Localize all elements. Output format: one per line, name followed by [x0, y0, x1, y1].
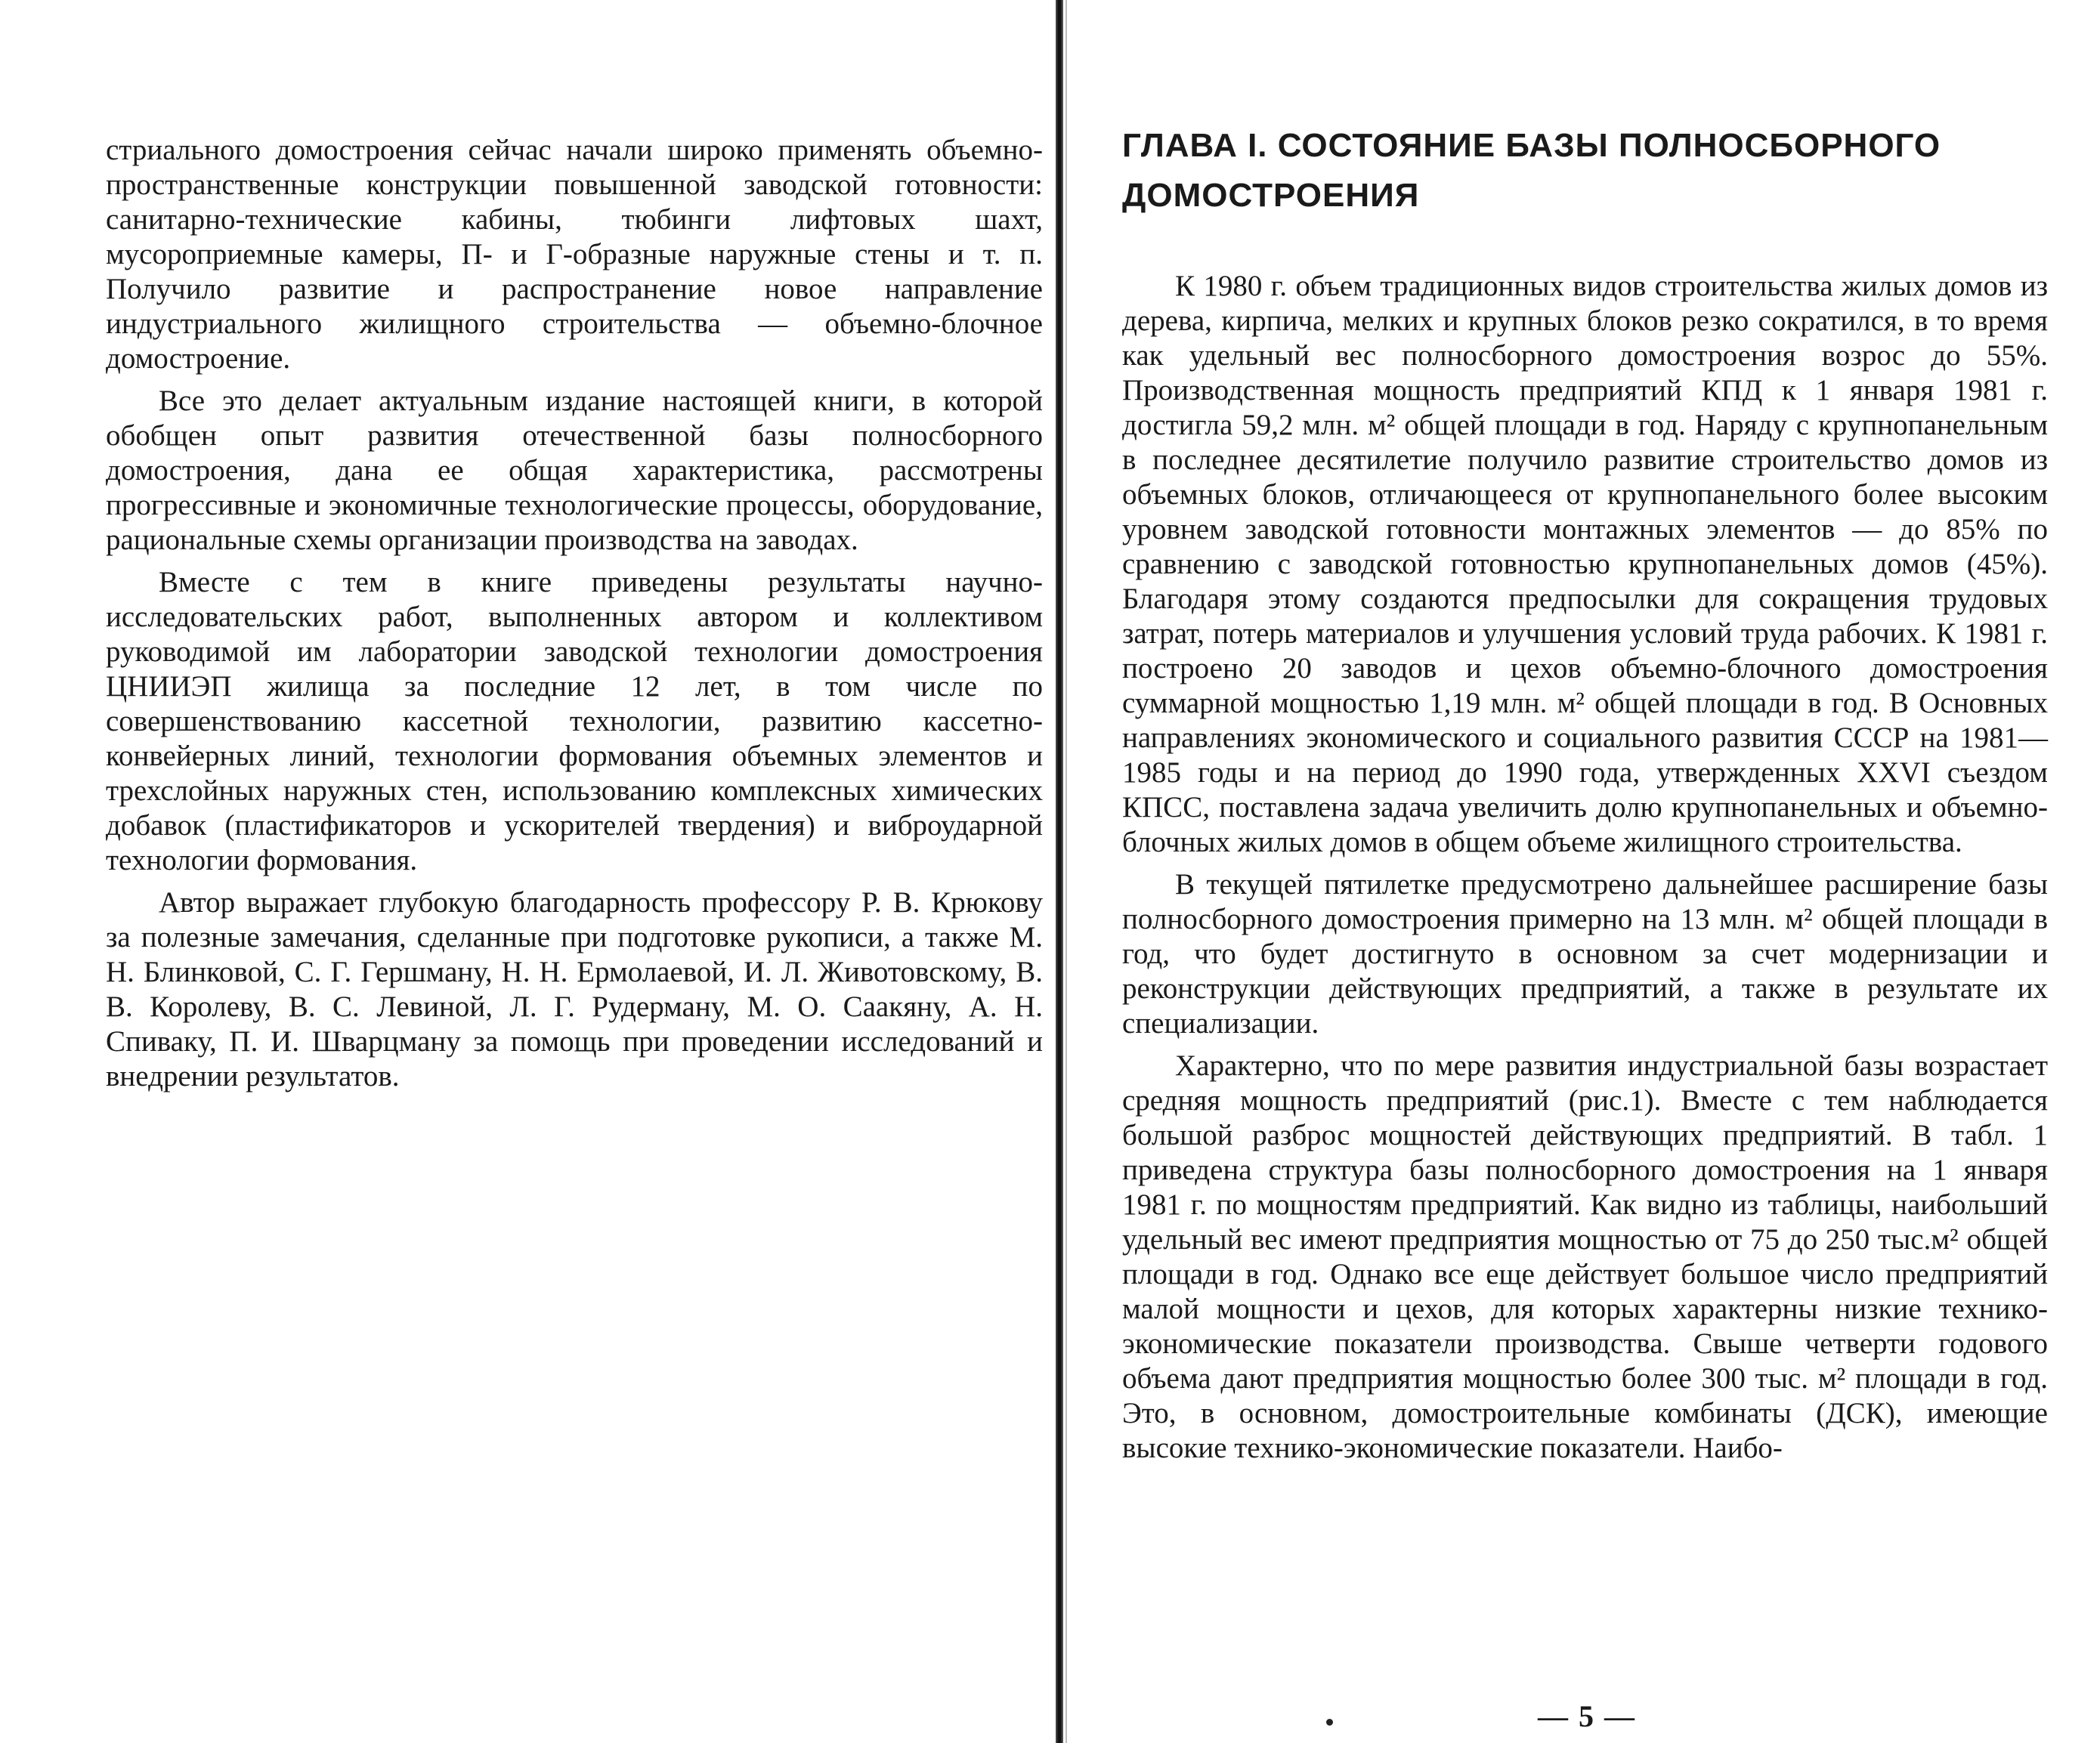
left-paragraph-2: Все это делает актуальным издание настоящей книги, в которой обобщен опыт развития отечественной базы полносборного домостроения, дана ее общая характеристика, рассмотрены прогрессивные и экономичные технологические процессы, оборудование, рациональные схемы организации производства на заводах.	[106, 385, 1043, 556]
page-number: — 5 —	[1538, 1699, 1636, 1733]
right-paragraph-2: В текущей пятилетке предусмотрено дальнейшее расширение базы полносборного домостроения примерно на 13 млн. м² общей площади в год, что будет достигнуто в основном за счет модернизации и реконструкции действующих предприятий, а также в результате их специализации.	[1122, 868, 2048, 1040]
left-paragraph-3: Вместе с тем в книге приведены результаты научно-исследовательских работ, выполненных автором и коллективом руководимой им лаборатории заводской технологии домостроения ЦНИИЭП жилища за последние 12 лет, в том числе по совершенствованию кассетной технологии, развитию кассетно-конвейерных линий, технологии формования объемных элементов и трехслойных наружных стен, использованию комплексных химических добавок (пластификаторов и ускорителей твердения) и виброударной технологии формования.	[106, 566, 1043, 876]
left-page-text	[106, 133, 1043, 1102]
chapter-title: ГЛАВА I. СОСТОЯНИЕ БАЗЫ ПОЛНОСБОРНОГО ДОМОСТРОЕНИЯ	[1122, 127, 1941, 214]
book-spine	[1056, 0, 1063, 1743]
left-paragraph-1: стриального домостроения сейчас начали широко применять объемно-пространственные конструкции повышенной заводской готовности: санитарно-технические кабины, тюбинги лифтовых шахт, мусороприемные камеры, П- и Г-образные наружные стены и т. п. Получило развитие и распространение новое направление индустриального жилищного строительства — объемно-блочное домостроение.	[106, 134, 1043, 375]
right-paragraph-3: Характерно, что по мере развития индустриальной базы возрастает средняя мощность предприятий (рис.1). Вместе с тем наблюдается большой разброс мощностей действующих предприятий. В табл. 1 приведена структура базы полносборного домостроения на 1 января 1981 г. по мощностям предприятий. Как видно из таблицы, наибольший удельный вес имеют предприятия мощностью от 75 до 250 тыс.м² общей площади в год. Однако все еще действует большое число предприятий малой мощности и цехов, для которых характерны низкие технико-экономические показатели производства. Свыше четверти годового объема дают предприятия мощностью более 300 тыс. м² площади в год. Это, в основном, домостроительные комбинаты (ДСК), имеющие высокие технико-экономические показатели. Наибо-	[1122, 1049, 2048, 1464]
left-page	[106, 0, 1043, 1743]
right-paragraph-1: К 1980 г. объем традиционных видов строительства жилых домов из дерева, кирпича, мелких и крупных блоков резко сократился, в то время как удельный вес полносборного домостроения возрос до 55%. Производственная мощность предприятий КПД к 1 января 1981 г. достигла 59,2 млн. м² общей площади в год. Наряду с крупнопанельным в последнее десятилетие получило развитие строительство домов из объемных блоков, отличающееся от крупнопанельного более высоким уровнем заводской готовности монтажных элементов — до 85% по сравнению с заводской готовностью крупнопанельных домов (45%). Благодаря этому создаются предпосылки для сокращения трудовых затрат, потерь материалов и улучшения условий труда рабочих. К 1981 г. построено 20 заводов и цехов объемно-блочного домостроения суммарной мощностью 1,19 млн. м² общей площади в год. В Основных направлениях экономического и социального развития СССР на 1981—1985 годы и на период до 1990 года, утвержденных XXVI съездом КПСС, поставлена задача увеличить долю крупнопанельных и объемно-блочных жилых домов в общем объеме жилищного строительства.	[1122, 270, 2048, 858]
right-page-text	[1122, 269, 2048, 1473]
left-paragraph-4: Автор выражает глубокую благодарность профессору Р. В. Крюкову за полезные замечания, сделанные при подготовке рукописи, а также М. Н. Блинковой, С. Г. Гершману, Н. Н. Ермолаевой, И. Л. Животовскому, В. В. Королеву, В. С. Левиной, Л. Г. Рудерману, М. О. Саакяну, А. Н. Спиваку, П. И. Шварцману за помощь при проведении исследований и внедрении результатов.	[106, 886, 1043, 1092]
right-page	[1122, 0, 2048, 1743]
print-speck-dot	[1326, 1719, 1333, 1726]
spine-shadow	[1065, 0, 1067, 1743]
